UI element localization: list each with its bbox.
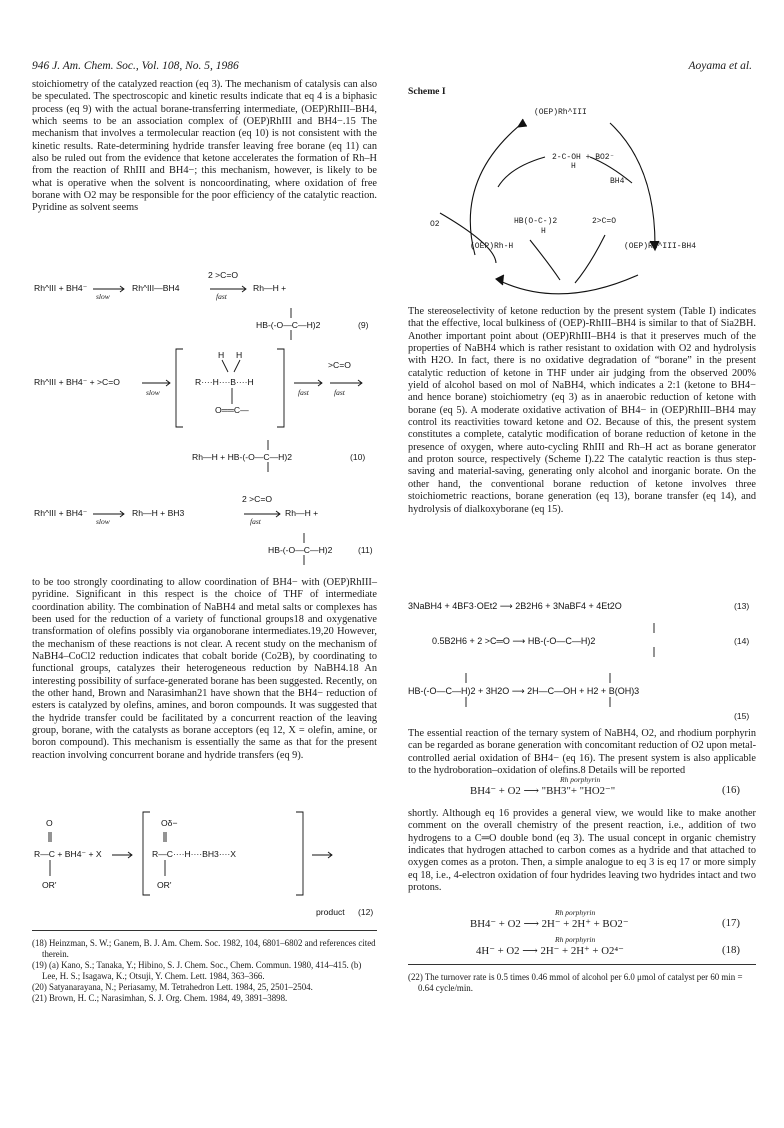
eq12-transition-state: R—C····H····BH3····X — [152, 849, 237, 859]
eq10-h1: H — [218, 350, 225, 360]
paragraph-text: stoichiometry of the catalyzed reaction (eq 3). The mechanism of catalysis can also be speculated. The spectroscopic and kinetic results indicate that eq 4 is a biphasic process (eq 9) with the actual borane-transferring intermediate, (OEP)RhIII–BH4, which seems to be an association complex of (OEP)RhIII and BH4−.15 The mechanism that involves a termolecular reaction (eq 10) is not consistent with the kinetic results. Rate-determining hydride transfer leaving free borane (eq 11) can also be ruled out from the evidence that ketone accelerates the formation of Rh–H from the reaction of RhIII and BH4−; this mechanism, however, is likely to be what is operative when the solvent is noncoordinating, where oxidation of free borane with O2 may be responsible for the poor efficiency of the catalytic reaction. Pyridine as solvent seems — [32, 79, 377, 214]
scheme-o2: O2 — [430, 220, 440, 229]
scheme-title: Scheme I — [408, 86, 446, 97]
eq12-reactants: R—C + BH4⁻ + X — [34, 849, 102, 859]
eq11-slow-label: slow — [96, 517, 110, 526]
eq18-number: (18) — [722, 944, 740, 956]
eq9-intermediate: Rh^III—BH4 — [132, 283, 180, 293]
paragraph-text: The stereoselectivity of ketone reduction by the present system (Table I) indicates that the effective, local bulkiness of (OEP)-RhIII–BH4 is similar to that of Sia2BH. Another important point about (OEP)RhIII–BH4 is that it preserves much of the properties of NaBH4 which is rather resistant to oxidation with O2 and hydrolysis with H2O. In fact, there is no oxidative degradation of “borane” in the present catalytic reduction of ketone in THF under air judging from the observed 200% yield of alcohol based on mol of NaBH4, which indicates a 2:1 (ketone to BH4− and hence borane) stoichiometry (eq 3) as in anaerobic reduction of ketone with borane (eq 5). A moderate oxidative activation of BH4− in (OEP)RhIII–BH4 may control its reactivities toward ketone and O2. Because of this, the present system constitutes a complete, catalytic modification of borane reduction of ketone in the presence of oxygen, where auto-cycling RhIII and Rh–H act as borane generator and proton source, respectively (Scheme I).22 The catalytic reaction is thus step-saving and material-saving, generating only alcohol and inorganic borate. On the other hand, the conventional borane reduction of ketone involves three stoichiometric reactions, borane generation (eq 13), borane transfer (eq 14), and hydrolysis of dialkoxyborane (eq 15). — [408, 306, 756, 515]
eq11-fast-label: fast — [250, 517, 261, 526]
eq16-number: (16) — [722, 784, 740, 796]
eq10-reactants: Rh^III + BH4⁻ + >C=O — [34, 377, 120, 387]
eq13: 3NaBH4 + 4BF3·OEt2 ⟶ 2B2H6 + 3NaBF4 + 4Et2O — [408, 601, 622, 611]
eq10-fast-label-2: fast — [334, 388, 345, 397]
footnote-rule-right — [408, 964, 756, 965]
eq18: 4H⁻ + O2 ⟶ 2H⁻ + 2H⁺ + O2⁴⁻ — [476, 945, 624, 957]
scheme-rh-h: (OEP)Rh-H — [470, 242, 514, 251]
eq9-reactants: Rh^III + BH4⁻ — [34, 283, 88, 293]
eq10-h2: H — [236, 350, 243, 360]
scheme-rh-iii: (OEP)Rh^III — [534, 108, 587, 117]
footnote-19: (19) (a) Kano, S.; Tanaka, Y.; Hibino, S. J. Chem. Soc., Chem. Commun. 1980, 414–415. (b) Lee, H. S.; Isagawa, K.; Otsuji, Y. Chem. Lett. 1984, 363–366. — [32, 960, 362, 981]
eq10-products: Rh—H + HB-(-O—C—H)2 — [192, 452, 293, 462]
eq12-product: product — [316, 907, 345, 917]
footnote-18: (18) Heinzman, S. W.; Ganem, B. J. Am. Chem. Soc. 1982, 104, 6801–6802 and references cited therein. — [32, 938, 376, 959]
eq10-ts-top: R····H····B····H — [195, 377, 254, 387]
eq15: HB-(-O—C—H)2 + 3H2O ⟶ 2H—C—OH + H2 + B(OH)3 — [408, 686, 640, 696]
eq10-fast-label-1: fast — [298, 388, 309, 397]
eq10-slow-label: slow — [146, 388, 160, 397]
eq18-catalyst: Rh porphyrin — [555, 935, 596, 944]
right-paragraph-2 — [408, 728, 756, 777]
eq10-ketone: >C=O — [328, 360, 351, 370]
paragraph-text: The essential reaction of the ternary system of NaBH4, O2, and rhodium porphyrin can be regarded as borane generation with concomitant reduction of O2 upon metal-controlled aerial oxidation of BH4− (eq 16). The present system is also applicable to the hydroboration–oxidation of olefins.8 Details will be reported — [408, 728, 756, 777]
eq11-ketone: 2 >C=O — [242, 494, 273, 504]
eq17-number: (17) — [722, 917, 740, 929]
footnote-21: (21) Brown, H. C.; Narasimhan, S. J. Org. Chem. 1984, 49, 3891–3898. — [32, 993, 288, 1003]
footnote-text: (22) The turnover rate is 0.5 times 0.46 mmol of alcohol per 6.0 μmol of catalyst per 60 min = 0.64 cycle/min. — [408, 972, 743, 993]
scheme-dialkoxyborane-h: H — [541, 227, 546, 236]
eq12-ester-or: OR' — [42, 880, 57, 890]
running-header-right: Aoyama et al. — [688, 60, 752, 72]
eq12-ts-or: OR' — [157, 880, 172, 890]
footnote-22 — [408, 972, 756, 994]
eq14: 0.5B2H6 + 2 >C═O ⟶ HB-(-O—C—H)2 — [432, 636, 596, 646]
eq10-number: (10) — [350, 452, 366, 462]
eq16: BH4⁻ + O2 ⟶ "BH3"+ "HO2⁻" — [470, 785, 616, 797]
scheme-ketone: 2>C=O — [592, 217, 617, 226]
eq16-catalyst: Rh porphyrin — [560, 775, 601, 784]
scheme-alcohol-borate: 2-C-OH + BO2⁻ — [552, 153, 615, 162]
eq9-products: Rh—H + — [253, 283, 287, 293]
paragraph-text: to be too strongly coordinating to allow coordination of BH4− with (OEP)RhIII–pyridine. Significant in this respect is the choice of THF of intermediate coordination ability. The combination of NaBH4 and metal salts or complexes has been used for the reduction of a variety of functional groups18 and oxygenative transformation of olefins possibly via organoborane intermediates.19,20 However, the mechanism of these reactions is not clear. A recent study on the mechanism of NaBH4–CoCl2 reduction indicates that cobalt boride (Co2B), by coordinating to functional groups, catalyzes their heterogeneous reduction by NaBH4.18 An interesting possibility of surface-generated borane has been suggested. Recently, on the other hand, Brown and Narasimhan21 have shown that the BH4− reduction of esters is catalyzed by olefins, amines, and boron compounds. It was suggested that the hydride transfer could be facilitated by a concurrent reaction of the leaving group, borane, with the catalysts as borane acceptors (eq 12, X = olefin, amine, or boron compound). This mechanism is essentially the same as that for the present reaction involving concurrent borane and hydride transfers (eq 9). — [32, 577, 377, 761]
scheme-alcohol-h: H — [571, 162, 576, 171]
eq15-number: (15) — [734, 711, 750, 721]
eq11-products: Rh—H + — [285, 508, 319, 518]
eq13-number: (13) — [734, 601, 750, 611]
eq14-number: (14) — [734, 636, 750, 646]
scheme-dialkoxyborane: HB(O-C-)2 — [514, 217, 558, 226]
eq12-number: (12) — [358, 907, 374, 917]
eq17-catalyst: Rh porphyrin — [555, 908, 596, 917]
eq9-slow-label: slow — [96, 292, 110, 301]
footnote-20: (20) Satyanarayana, N.; Periasamy, M. Tetrahedron Lett. 1984, 25, 2501–2504. — [32, 982, 313, 992]
eq12-ts-o: Oδ− — [161, 818, 178, 828]
eq12-carbonyl-o: O — [46, 818, 53, 828]
eq9-fast-label: fast — [216, 292, 227, 301]
eq10-ts-bottom: O══C— — [215, 405, 249, 415]
eq11-borate: HB-(-O—C—H)2 — [268, 545, 333, 555]
eq17: BH4⁻ + O2 ⟶ 2H⁻ + 2H⁺ + BO2⁻ — [470, 918, 629, 930]
eq9-number: (9) — [358, 320, 369, 330]
eq9-ketone: 2 >C=O — [208, 270, 239, 280]
paragraph-text: shortly. Although eq 16 provides a general view, we would like to make another comment on the overall chemistry of the present reaction, i.e., addition of two hydrogens to a C═O double bond (eq 3). The usual concept in organic chemistry indicates that hydrogen attached to carbon comes as a hydride and that attached to oxygen comes as a proton. Then, a simple analogue to eq 3 is eq 17 or more simply eq 18, i.e., 4-electron oxidation of four hydrides leaving two hydrides intact and two protons. — [408, 808, 756, 894]
eq11-reactants: Rh^III + BH4⁻ — [34, 508, 88, 518]
eq11-number: (11) — [358, 545, 373, 555]
eq9-borate: HB-(-O—C—H)2 — [256, 320, 321, 330]
eq11-intermediate: Rh—H + BH3 — [132, 508, 185, 518]
scheme-rh-bh4: (OEP)Rh^III-BH4 — [624, 242, 697, 251]
scheme-bh4: BH4⁻ — [610, 177, 630, 186]
right-paragraph-3 — [408, 808, 756, 894]
running-header-left: 946 J. Am. Chem. Soc., Vol. 108, No. 5, 1986 — [32, 60, 239, 72]
